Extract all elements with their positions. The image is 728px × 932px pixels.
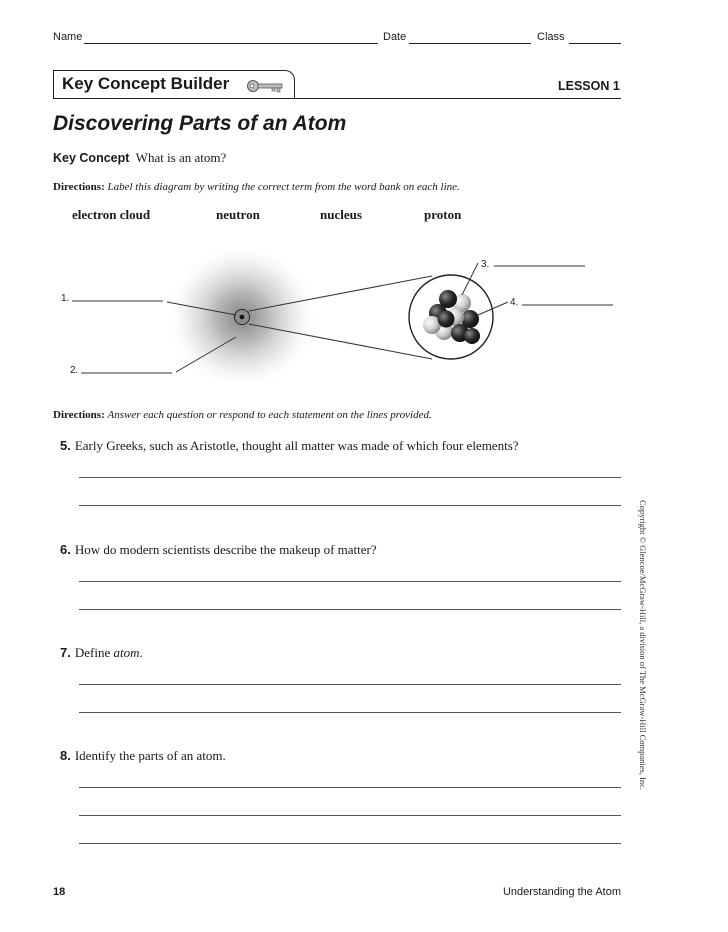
answer-line[interactable] [79, 581, 621, 582]
question-text-italic: atom [113, 645, 140, 660]
question-number: 6. [60, 542, 71, 557]
question-number: 7. [60, 645, 71, 660]
question-7 [60, 644, 143, 662]
question-text: How do modern scientists describe the makeup of matter? [74, 542, 377, 557]
answer-line[interactable] [79, 505, 621, 506]
diagram-label-3: 3. [481, 259, 490, 270]
answer-line[interactable] [79, 477, 621, 478]
key-concept-label: Key Concept [53, 151, 130, 165]
copyright-notice: Copyright © Glencoe/McGraw-Hill, a division of The McGraw-Hill Companies, Inc. [638, 500, 648, 791]
electron-cloud-shape [166, 243, 318, 385]
atom-diagram [0, 235, 728, 385]
lesson-label: LESSON 1 [558, 79, 620, 93]
diagram-label-1: 1. [61, 293, 70, 304]
answer-line[interactable] [79, 843, 621, 844]
nucleus-dot [240, 315, 245, 320]
directions-label-text [53, 181, 460, 193]
date-label: Date [383, 31, 407, 43]
word-bank-item: proton [424, 207, 462, 222]
question-5 [60, 437, 519, 455]
answer-line[interactable] [79, 787, 621, 788]
question-text-suffix: . [139, 645, 143, 660]
banner-rule [53, 98, 621, 99]
diagram-label-2: 2. [70, 365, 79, 376]
book-title: Understanding the Atom [502, 886, 621, 898]
banner-title: Key Concept Builder [62, 74, 230, 93]
question-text-prefix: Define [74, 645, 114, 660]
class-label: Class [537, 31, 565, 43]
answer-line[interactable] [79, 712, 621, 713]
key-icon [246, 78, 286, 94]
word-bank-item: neutron [216, 207, 260, 222]
key-concept [53, 150, 226, 166]
page-title: Discovering Parts of an Atom [53, 112, 347, 135]
directions-2-label: Directions: [53, 409, 105, 421]
answer-line[interactable] [79, 684, 621, 685]
directions-2-text: Answer each question or respond to each statement on the lines provided. [107, 409, 432, 421]
word-bank-item: electron cloud [72, 207, 151, 222]
question-text: Identify the parts of an atom. [74, 748, 226, 763]
question-6 [60, 541, 377, 559]
question-text: Early Greeks, such as Aristotle, thought all matter was made of which four elements? [74, 438, 519, 453]
answer-line[interactable] [79, 815, 621, 816]
diagram-label-4: 4. [510, 297, 519, 308]
directions-1-text: Label this diagram by writing the correct term from the word bank on each line. [107, 181, 460, 193]
answer-line[interactable] [79, 609, 621, 610]
word-bank-item: nucleus [320, 207, 362, 222]
page-number: 18 [53, 886, 66, 898]
key-concept-question: What is an atom? [135, 150, 227, 165]
directions-answer-text [53, 409, 432, 421]
name-label: Name [53, 31, 83, 43]
question-number: 5. [60, 438, 71, 453]
directions-1-label: Directions: [53, 181, 105, 193]
date-field-line[interactable] [409, 43, 531, 44]
name-field-line[interactable] [84, 43, 378, 44]
question-8 [60, 747, 226, 765]
class-field-line[interactable] [569, 43, 621, 44]
question-number: 8. [60, 748, 71, 763]
